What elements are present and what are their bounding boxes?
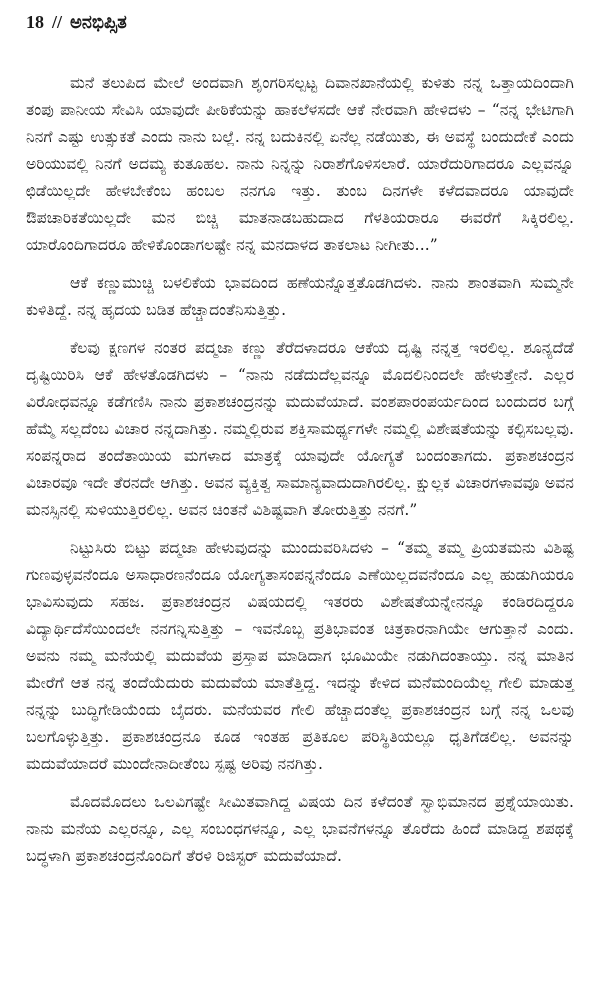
paragraph-4: ನಿಟ್ಟುಸಿರು ಬಿಟ್ಟು ಪದ್ಮಜಾ ಹೇಳುವುದನ್ನು ಮುಂದುವರಿಸಿದಳು – “ತಮ್ಮ ತಮ್ಮ ಪ್ರಿಯತಮನು ವಿಶಿಷ್ಟ ಗುಣವುಳ್ಳವನೆಂದೂ ಅಸಾಧಾರಣನೆಂದೂ ಯೋಗ್ಯತಾಸಂಪನ್ನನೆಂದೂ ಎಣೆಯಿಲ್ಲದವನೆಂದೂ ಎಲ್ಲ ಹುಡುಗಿಯರೂ ಭಾವಿಸುವುದು ಸಹಜ. ಪ್ರಕಾಶಚಂದ್ರನ ವಿಷಯದಲ್ಲಿ ಇತರರು ವಿಶೇಷತೆಯನ್ನೇನನ್ನೂ ಕಂಡಿರದಿದ್ದರೂ ವಿದ್ಯಾರ್ಥಿದೆಸೆಯಿಂದಲೇ ನನಗನ್ನಿಸುತ್ತಿತ್ತು – ಇವನೊಬ್ಬ ಪ್ರತಿಭಾವಂತ ಚಿತ್ರಕಾರನಾಗಿಯೇ ಆಗುತ್ತಾನೆ ಎಂದು. ಅವನು ನಮ್ಮ ಮನೆಯಲ್ಲಿ ಮದುವೆಯ ಪ್ರಸ್ತಾಪ ಮಾಡಿದಾಗ ಭೂಮಿಯೇ ನಡುಗಿದಂತಾಯ್ತು. ನನ್ನ ಮಾತಿನ ಮೇರೆಗೆ ಆತ ನನ್ನ ತಂದೆಯೆದುರು ಮದುವೆಯ ಮಾತೆತ್ತಿದ್ದ. ಇದನ್ನು ಕೇಳಿದ ಮನೆಮಂದಿಯೆಲ್ಲ ಗೇಲಿ ಮಾಡುತ್ತ ನನ್ನನ್ನು ಬುದ್ಧಿಗೇಡಿಯೆಂದು ಬೈದರು. ಮನೆಯವರ ಗೇಲಿ ಹೆಚ್ಚಾದಂತೆಲ್ಲ ಪ್ರಕಾಶಚಂದ್ರನ ಬಗ್ಗೆ ನನ್ನ ಒಲವು ಬಲಗೊಳ್ಳುತ್ತಿತ್ತು. ಪ್ರಕಾಶಚಂದ್ರನೂ ಕೂಡ ಇಂತಹ ಪ್ರತಿಕೂಲ ಪರಿಸ್ಥಿತಿಯಲ್ಲೂ ಧೃತಿಗೆಡಲಿಲ್ಲ. ಅವನನ್ನು ಮದುವೆಯಾದರೆ ಮುಂದೇನಾದೀತೆಂಬ ಸ್ಪಷ್ಟ ಅರಿವು ನನಗಿತ್ತು. xyxy=(26,539,574,773)
page-number: 18 xyxy=(26,12,44,32)
running-title: ಅನಭಿಪ್ಸಿತ xyxy=(70,12,127,32)
body-text xyxy=(26,70,574,870)
paragraph-3: ಕೆಲವು ಕ್ಷಣಗಳ ನಂತರ ಪದ್ಮಜಾ ಕಣ್ಣು ತೆರೆದಳಾದರೂ ಆಕೆಯ ದೃಷ್ಟಿ ನನ್ನತ್ತ ಇರಲಿಲ್ಲ. ಶೂನ್ಯದೆಡೆ ದೃಷ್ಟಿಯಿರಿಸಿ ಆಕೆ ಹೇಳತೊಡಗಿದಳು – “ನಾನು ನಡೆದುದೆಲ್ಲವನ್ನೂ ಮೊದಲಿನಿಂದಲೇ ಹೇಳುತ್ತೇನೆ. ಎಲ್ಲರ ವಿರೋಧವನ್ನೂ ಕಡೆಗಣಿಸಿ ನಾನು ಪ್ರಕಾಶಚಂದ್ರನನ್ನು ಮದುವೆಯಾದೆ. ವಂಶಪಾರಂಪರ್ಯದಿಂದ ಬಂದುದರ ಬಗ್ಗೆ ಹೆಮ್ಮೆ ಸಲ್ಲದೆಂಬ ವಿಚಾರ ನನ್ನದಾಗಿತ್ತು. ನಮ್ಮಲ್ಲಿರುವ ಶಕ್ತಿಸಾಮರ್ಥ್ಯಗಳೇ ನಮ್ಮಲ್ಲಿ ವಿಶೇಷತೆಯನ್ನು ಕಲ್ಪಿಸಬಲ್ಲವು. ಸಂಪನ್ನರಾದ ತಂದೆತಾಯಿಯ ಮಗಳಾದ ಮಾತ್ರಕ್ಕೆ ಯಾವುದೇ ಯೋಗ್ಯತೆ ಬಂದಂತಾಗದು. ಪ್ರಕಾಶಚಂದ್ರನ ವಿಚಾರವೂ ಇದೇ ತೆರನದೇ ಆಗಿತ್ತು. ಅವನ ವ್ಯಕ್ತಿತ್ವ ಸಾಮಾನ್ಯವಾದುದಾಗಿರಲಿಲ್ಲ. ಕ್ಷುಲ್ಲಕ ವಿಚಾರಗಳಾವವೂ ಅವನ ಮನಸ್ಸಿನಲ್ಲಿ ಸುಳಿಯುತ್ತಿರಲಿಲ್ಲ. ಅವನ ಚಿಂತನೆ ವಿಶಿಷ್ಟವಾಗಿ ತೋರುತ್ತಿತ್ತು ನನಗೆ.” xyxy=(26,339,574,519)
paragraph-5: ಮೊದಮೊದಲು ಒಲವಿಗಷ್ಟೇ ಸೀಮಿತವಾಗಿದ್ದ ವಿಷಯ ದಿನ ಕಳೆದಂತೆ ಸ್ವಾಭಿಮಾನದ ಪ್ರಶ್ನೆಯಾಯಿತು. ನಾನು ಮನೆಯ ಎಲ್ಲರನ್ನೂ, ಎಲ್ಲ ಸಂಬಂಧಗಳನ್ನೂ, ಎಲ್ಲ ಭಾವನೆಗಳನ್ನೂ ತೊರೆದು ಹಿಂದೆ ಮಾಡಿದ್ದ ಶಪಥಕ್ಕೆ ಬದ್ಧಳಾಗಿ ಪ್ರಕಾಶಚಂದ್ರನೊಂದಿಗೆ ತೆರಳಿ ರಿಜಿಸ್ಟರ್ ಮದುವೆಯಾದೆ. xyxy=(26,793,574,865)
running-head xyxy=(26,10,574,34)
header-separator: // xyxy=(52,12,63,32)
paragraph-2: ಆಕೆ ಕಣ್ಣುಮುಚ್ಚಿ ಬಳಲಿಕೆಯ ಭಾವದಿಂದ ಹಣೆಯನ್ನೊತ್ತತೊಡಗಿದಳು. ನಾನು ಶಾಂತವಾಗಿ ಸುಮ್ಮನೇ ಕುಳಿತಿದ್ದೆ. ನನ್ನ ಹೃದಯ ಬಡಿತ ಹೆಚ್ಚಾದಂತೆನಿಸುತ್ತಿತ್ತು. xyxy=(26,274,574,319)
paragraph-1: ಮನೆ ತಲುಪಿದ ಮೇಲೆ ಅಂದವಾಗಿ ಶೃಂಗರಿಸಲ್ಪಟ್ಟ ದಿವಾನಖಾನೆಯಲ್ಲಿ ಕುಳಿತು ನನ್ನ ಒತ್ತಾಯದಿಂದಾಗಿ ತಂಪು ಪಾನೀಯ ಸೇವಿಸಿ ಯಾವುದೇ ಪೀಠಿಕೆಯನ್ನು ಹಾಕಲೆಳಸದೇ ಆಕೆ ನೇರವಾಗಿ ಹೇಳಿದಳು – “ನನ್ನ ಭೇಟಿಗಾಗಿ ನಿನಗೆ ಎಷ್ಟು ಉತ್ಸುಕತೆ ಎಂದು ನಾನು ಬಲ್ಲೆ. ನನ್ನ ಬದುಕಿನಲ್ಲಿ ಏನೆಲ್ಲ ನಡೆಯಿತು, ಈ ಅವಸ್ಥೆ ಬಂದುದೇಕೆ ಎಂದು ಅರಿಯುವಲ್ಲಿ ನಿನಗೆ ಅದಮ್ಯ ಕುತೂಹಲ. ನಾನು ನಿನ್ನನ್ನು ನಿರಾಶೆಗೊಳಿಸಲಾರೆ. ಯಾರೆದುರಿಗಾದರೂ ಎಲ್ಲವನ್ನೂ ಛಿಡೆಯಿಲ್ಲದೇ ಹೇಳಬೇಕೆಂಬ ಹಂಬಲ ನನಗೂ ಇತ್ತು. ತುಂಬ ದಿನಗಳೇ ಕಳೆದವಾದರೂ ಯಾವುದೇ ಔಪಚಾರಿಕತೆಯಿಲ್ಲದೇ ಮನ ಬಿಚ್ಚಿ ಮಾತನಾಡಬಹುದಾದ ಗೆಳತಿಯರಾರೂ ಈವರೆಗೆ ಸಿಕ್ಕಿರಲಿಲ್ಲ. ಯಾರೊಂದಿಗಾದರೂ ಹೇಳಿಕೊಂಡಾಗಲಷ್ಟೇ ನನ್ನ ಮನದಾಳದ ತಾಕಲಾಟ ನೀಗೀತು...” xyxy=(26,74,574,254)
